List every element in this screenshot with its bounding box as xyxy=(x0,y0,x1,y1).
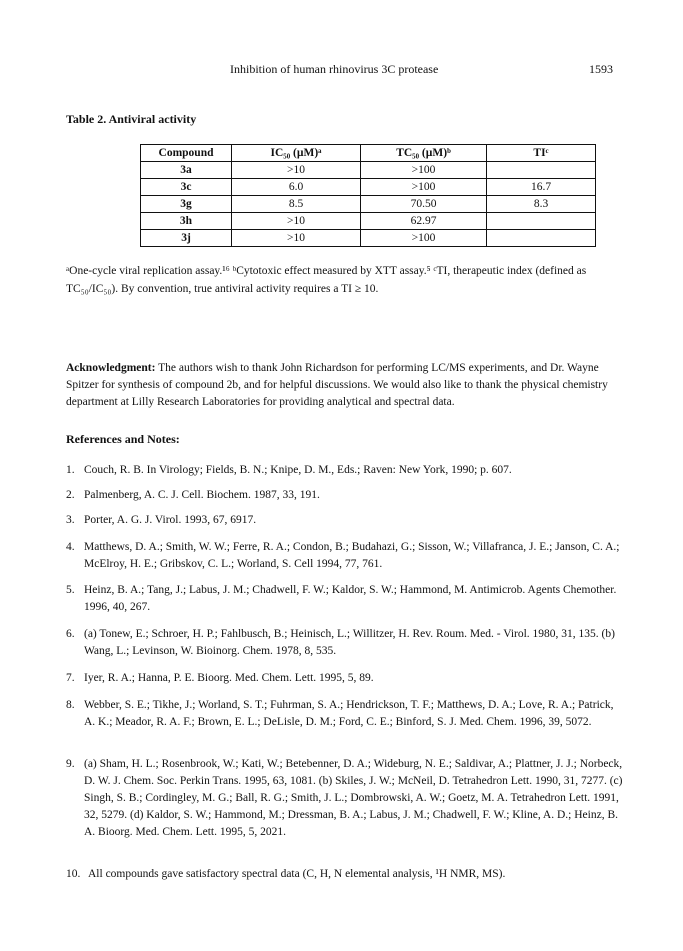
reference-text: Heinz, B. A.; Tang, J.; Labus, J. M.; Chadwell, F. W.; Kaldor, S. W.; Hammond, M. Antimicrob. Agents Chemother. 1996, 40, 267. xyxy=(84,584,617,613)
table-header-row xyxy=(141,145,596,162)
reference-number: 4. xyxy=(66,541,75,553)
reference-item xyxy=(66,626,626,660)
column-header-ic50: IC₅₀ (µM)ᵃ xyxy=(232,145,361,162)
reference-text: Webber, S. E.; Tikhe, J.; Worland, S. T.; Fuhrman, S. A.; Hendrickson, T. F.; Matthews, D. A.; Love, R. A.; Patrick, A. K.; Meador, R. A. F.; Brown, E. L.; DeLisle, D. M.; Ford, C. E.; Binford, S. J. Med. Chem. 1996, 39, 5072. xyxy=(84,699,614,728)
reference-text: Couch, R. B. In Virology; Fields, B. N.; Knipe, D. M., Eds.; Raven: New York, 1990; p. 607. xyxy=(84,464,512,476)
reference-item xyxy=(66,866,626,883)
reference-number: 3. xyxy=(66,514,75,526)
reference-text: All compounds gave satisfactory spectral data (C, H, N elemental analysis, ¹H NMR, MS). xyxy=(88,868,506,880)
tc50-cell: >100 xyxy=(361,162,487,179)
acknowledgment-label: Acknowledgment: xyxy=(66,362,156,374)
ti-cell: 16.7 xyxy=(487,179,596,196)
table-row xyxy=(141,230,596,247)
reference-text: Matthews, D. A.; Smith, W. W.; Ferre, R. A.; Condon, B.; Budahazi, G.; Sisson, W.; Villafranca, J. E.; Janson, C. A.; McElroy, H. E.; Gribskov, C. L.; Worland, S. Cell 1994, 77, 761. xyxy=(84,541,620,570)
reference-item xyxy=(66,582,626,616)
ti-cell xyxy=(487,162,596,179)
tc50-cell: >100 xyxy=(361,179,487,196)
table-row xyxy=(141,179,596,196)
ti-cell xyxy=(487,213,596,230)
ti-cell xyxy=(487,230,596,247)
reference-text: Porter, A. G. J. Virol. 1993, 67, 6917. xyxy=(84,514,257,526)
reference-text: Palmenberg, A. C. J. Cell. Biochem. 1987, 33, 191. xyxy=(84,489,320,501)
ic50-cell: >10 xyxy=(232,213,361,230)
reference-number: 1. xyxy=(66,464,75,476)
ti-cell: 8.3 xyxy=(487,196,596,213)
table-row xyxy=(141,196,596,213)
column-header-compound: Compound xyxy=(141,145,232,162)
compound-cell: 3h xyxy=(141,213,232,230)
page-number: 1593 xyxy=(589,62,613,76)
compound-cell: 3g xyxy=(141,196,232,213)
reference-number: 6. xyxy=(66,628,75,640)
reference-number: 9. xyxy=(66,758,75,770)
acknowledgment-paragraph xyxy=(66,360,626,411)
reference-item xyxy=(66,670,626,687)
ic50-cell: 6.0 xyxy=(232,179,361,196)
column-header-tc50: TC₅₀ (µM)ᵇ xyxy=(361,145,487,162)
table-footnote: ᵃOne-cycle viral replication assay.¹⁶ ᵇCytotoxic effect measured by XTT assay.⁵ ᶜTI, therapeutic index (defined as TC₅₀/IC₅₀). By convention, true antiviral activity requires a TI ≥ 10. xyxy=(66,265,587,295)
reference-item xyxy=(66,697,626,731)
reference-item xyxy=(66,487,626,504)
reference-text: (a) Tonew, E.; Schroer, H. P.; Fahlbusch, B.; Heinisch, L.; Willitzer, H. Rev. Roum. Med. - Virol. 1980, 31, 135. (b) Wang, L.; Levinson, W. Bioinorg. Chem. 1978, 8, 535. xyxy=(84,628,615,657)
reference-text: Iyer, R. A.; Hanna, P. E. Bioorg. Med. Chem. Lett. 1995, 5, 89. xyxy=(84,672,374,684)
tc50-cell: 62.97 xyxy=(361,213,487,230)
compound-cell: 3a xyxy=(141,162,232,179)
ic50-cell: >10 xyxy=(232,162,361,179)
table-row xyxy=(141,162,596,179)
antiviral-activity-table xyxy=(140,144,596,247)
acknowledgment-text: The authors wish to thank John Richardson for performing LC/MS experiments, and Dr. Wayne Spitzer for synthesis of compound 2b, and for helpful discussions. We would also like to thank the physical chemistry department at Lilly Research Laboratories for providing analytical and spectral data. xyxy=(66,362,608,408)
reference-item xyxy=(66,462,626,479)
reference-text: (a) Sham, H. L.; Rosenbrook, W.; Kati, W.; Betebenner, D. A.; Wideburg, N. E.; Saldivar, A.; Plattner, J. J.; Norbeck, D. W. J. Chem. Soc. Perkin Trans. 1995, 63, 1081. (b) Skiles, J. W.; McNeil, D. Tetrahedron Lett. 1990, 31, 7277. (c) Singh, S. B.; Cordingley, M. G.; Ball, R. G.; Smith, J. L.; Dombrowski, A. W.; Goetz, M. A. Tetrahedron Lett. 1991, 32, 5279. (d) Kaldor, S. W.; Hammond, M.; Dressman, B. A.; Labus, J. M.; Chadwell, F. W.; Kline, A. D.; Heinz, B. A. Bioorg. Med. Chem. Lett. 1995, 5, 2021. xyxy=(84,758,623,838)
tc50-cell: >100 xyxy=(361,230,487,247)
ic50-cell: 8.5 xyxy=(232,196,361,213)
running-title: Inhibition of human rhinovirus 3C protease xyxy=(230,62,439,76)
reference-item xyxy=(66,756,626,841)
compound-cell: 3c xyxy=(141,179,232,196)
reference-number: 8. xyxy=(66,699,75,711)
table-row xyxy=(141,213,596,230)
tc50-cell: 70.50 xyxy=(361,196,487,213)
reference-number: 5. xyxy=(66,584,75,596)
column-header-ti: TIᶜ xyxy=(487,145,596,162)
table-caption: Table 2. Antiviral activity xyxy=(66,112,197,126)
reference-number: 2. xyxy=(66,489,75,501)
reference-number: 10. xyxy=(66,868,81,880)
reference-item xyxy=(66,512,626,529)
ic50-cell: >10 xyxy=(232,230,361,247)
reference-item xyxy=(66,539,626,573)
compound-cell: 3j xyxy=(141,230,232,247)
reference-number: 7. xyxy=(66,672,75,684)
references-heading: References and Notes: xyxy=(66,432,180,446)
